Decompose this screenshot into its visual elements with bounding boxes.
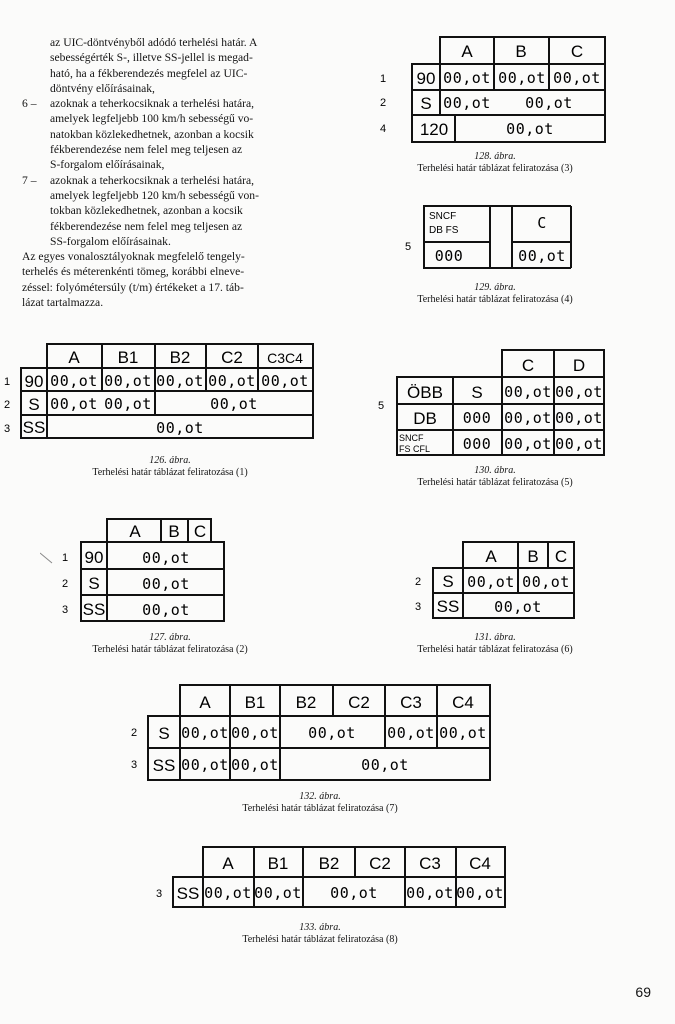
caption-text: Terhelési határ táblázat feliratozása (4): [417, 294, 573, 305]
figure-caption: [160, 922, 480, 946]
cell-value: 00,ot: [208, 372, 256, 390]
cell-value: 00,ot: [142, 601, 190, 619]
cell-value: 00,ot: [504, 383, 552, 401]
text-line: natokban közlekedhetnek, azonban a kocsik: [50, 127, 254, 141]
caption-number: 133. ábra.: [299, 922, 341, 933]
column-header: A: [222, 854, 234, 873]
cell-value: 00,ot: [504, 435, 552, 453]
cell-value: 00,ot: [553, 69, 601, 87]
cell-value: 00,ot: [525, 94, 573, 112]
column-header: C2: [348, 693, 370, 712]
figure-126: [0, 340, 320, 446]
figure-128: [368, 33, 613, 145]
column-header: A: [199, 693, 211, 712]
row-number: 2: [4, 399, 11, 411]
text-line: fékberendezése nem felel meg teljesen az: [50, 143, 243, 157]
figure-129: [400, 200, 580, 278]
figure-caption: [380, 151, 610, 175]
column-header: B: [515, 42, 527, 61]
row-number: 4: [380, 123, 387, 135]
column-header: B1: [244, 693, 266, 712]
text-line: sebességérték S-, illetve SS-jellel is megad-: [50, 51, 253, 65]
row-code: 90: [24, 372, 44, 391]
caption-number: 132. ábra.: [299, 791, 341, 802]
caption-text: Terhelési határ táblázat feliratozása (6): [417, 644, 573, 655]
row-code: S: [88, 574, 100, 593]
row-code: SS: [82, 600, 106, 619]
column-header: C4: [469, 854, 491, 873]
figure-caption: [380, 465, 610, 489]
column-header: C: [521, 356, 535, 375]
cell-value: 00,ot: [156, 372, 204, 390]
text-line: lázat tartalmazza.: [22, 296, 104, 310]
figure-caption: [20, 632, 320, 656]
column-header: C3: [419, 854, 441, 873]
cell-value: 00,ot: [443, 69, 491, 87]
column-header: B2: [169, 348, 191, 367]
figure-132: [125, 680, 495, 788]
text-line: azoknak a teherkocsiknak a terhelési határa,: [50, 173, 255, 187]
row-number: 2: [62, 578, 69, 590]
row-number: 1: [380, 73, 387, 85]
row-number: 2: [380, 97, 387, 109]
caption-text: Terhelési határ táblázat feliratozása (1): [92, 467, 248, 478]
caption-number: 129. ábra.: [474, 282, 516, 293]
cell-value: 00,ot: [555, 409, 603, 427]
text-line: döntvény előírásainak,: [50, 81, 155, 95]
cell-value: 00,ot: [504, 409, 552, 427]
cell-value: 00,ot: [443, 94, 491, 112]
row-number: 3: [415, 601, 422, 613]
cell-value: 00,ot: [494, 598, 542, 616]
column-header: C: [537, 214, 547, 232]
row-code: S: [420, 94, 432, 113]
text-line: terhelés és méterenkénti tömeg, korábbi elneve-: [22, 265, 245, 279]
caption-number: 126. ábra.: [149, 455, 191, 466]
row-number: 3: [156, 888, 163, 900]
cell-value: 00,ot: [210, 395, 258, 413]
text-line: SS-forgalom előírásainak.: [50, 234, 171, 248]
row-code: SNCF: [399, 433, 424, 443]
row-code: ÖBB: [407, 383, 443, 402]
cell-value: 00,ot: [254, 884, 302, 902]
cell-value: 00,ot: [104, 395, 152, 413]
row-number: 2: [131, 727, 138, 739]
cell-value: 00,ot: [231, 756, 279, 774]
figure-caption: [160, 791, 480, 815]
cell-value: 00,ot: [361, 756, 409, 774]
text-line: tokban közlekedhetnek, azonban a kocsik: [50, 204, 243, 218]
caption-text: Terhelési határ táblázat feliratozása (5): [417, 477, 573, 488]
cell-value: 00,ot: [555, 383, 603, 401]
column-header: A: [68, 348, 80, 367]
figure-131: [405, 537, 585, 623]
page-number: 69: [635, 984, 651, 1000]
row-number: 1: [4, 376, 11, 388]
row-number: 3: [4, 423, 11, 435]
column-header: C2: [369, 854, 391, 873]
cell-value: 00,ot: [142, 575, 190, 593]
cell-value: 000: [434, 247, 464, 265]
cell-value: 00,ot: [204, 884, 252, 902]
cell-value: 00,ot: [181, 724, 229, 742]
text-line: fékberendezése nem felel meg teljesen az: [50, 219, 243, 233]
caption-text: Terhelési határ táblázat feliratozása (2): [92, 644, 248, 655]
figure-caption: [380, 282, 610, 306]
cell-value: 00,ot: [518, 247, 566, 265]
text-line: ható, ha a fékberendezés megfelel az UIC-: [50, 66, 248, 80]
text-line: Az egyes vonalosztályoknak megfelelő tengely-: [22, 250, 245, 264]
column-header: C4: [452, 693, 474, 712]
text-line: amelyek legfeljebb 120 km/h sebességű von-: [50, 188, 259, 202]
cell-value: 00,ot: [439, 724, 487, 742]
cell-value: 00,ot: [555, 435, 603, 453]
column-header: A: [129, 522, 141, 541]
column-header: B1: [117, 348, 139, 367]
row-code: FS CFL: [399, 444, 431, 454]
cell-value: 00,ot: [308, 724, 356, 742]
cell-value: 00,ot: [387, 724, 435, 742]
column-header: B2: [318, 854, 340, 873]
cell-value: 00,ot: [156, 419, 204, 437]
row-code: 120: [419, 120, 449, 139]
column-header: A: [461, 42, 473, 61]
column-header: C: [193, 522, 207, 541]
cell-value: S: [471, 383, 483, 402]
row-code: DB FS: [429, 225, 459, 236]
figure-caption: [20, 455, 320, 479]
list-number: 7 –: [22, 173, 37, 187]
column-header: C3: [400, 693, 422, 712]
column-header: D: [572, 356, 586, 375]
caption-number: 131. ábra.: [474, 632, 516, 643]
text-line: S-forgalom előírásainak,: [50, 158, 165, 172]
caption-number: 130. ábra.: [474, 465, 516, 476]
caption-text: Terhelési határ táblázat feliratozása (8): [242, 934, 398, 945]
cell-value: 00,ot: [50, 395, 98, 413]
column-header: B: [168, 522, 180, 541]
caption-text: Terhelési határ táblázat feliratozása (3): [417, 163, 573, 174]
text-line: az UIC-döntvényből adódó terhelési határ. A: [50, 36, 258, 49]
row-number: 3: [62, 604, 69, 616]
row-number: 3: [131, 759, 138, 771]
column-header: B2: [295, 693, 317, 712]
cell-value: 00,ot: [231, 724, 279, 742]
row-number: 1: [62, 552, 69, 564]
column-header: C: [554, 547, 568, 566]
caption-number: 128. ábra.: [474, 151, 516, 162]
cell-value: 00,ot: [261, 372, 309, 390]
cell-value: 00,ot: [50, 372, 98, 390]
row-code: SS: [22, 418, 46, 437]
cell-value: 00,ot: [330, 884, 378, 902]
row-number: 5: [405, 241, 412, 253]
row-code: SS: [176, 884, 200, 903]
list-item-7: [22, 173, 315, 249]
cell-value: 00,ot: [181, 756, 229, 774]
row-code: SS: [152, 756, 176, 775]
cell-value: 00,ot: [522, 573, 570, 591]
row-code: S: [28, 395, 40, 414]
cell-value: 000: [462, 435, 492, 453]
row-code: SS: [436, 597, 460, 616]
cell-value: 00,ot: [456, 884, 504, 902]
row-code: DB: [413, 409, 437, 428]
figure-130: [370, 345, 610, 459]
row-number: 2: [415, 576, 422, 588]
column-header: B1: [267, 854, 289, 873]
column-header: C2: [221, 348, 243, 367]
row-code: S: [158, 724, 170, 743]
cell-value: 00,ot: [406, 884, 454, 902]
list-item-6: [22, 96, 315, 172]
cell-value: 00,ot: [498, 69, 546, 87]
figure-127: [40, 515, 230, 627]
row-code: 90: [84, 548, 104, 567]
row-code: 90: [416, 69, 436, 88]
body-text: [22, 35, 315, 310]
caption-text: Terhelési határ táblázat feliratozása (7): [242, 803, 398, 814]
column-header: C: [570, 42, 584, 61]
text-line: azoknak a teherkocsiknak a terhelési határa,: [50, 97, 255, 111]
figure-caption: [380, 632, 610, 656]
figure-133: [140, 842, 510, 914]
cell-value: 00,ot: [506, 120, 554, 138]
row-number: 5: [378, 400, 385, 412]
text-line: amelyek legfeljebb 100 km/h sebességű vo-: [50, 112, 254, 126]
cell-value: 00,ot: [467, 573, 515, 591]
caption-number: 127. ábra.: [149, 632, 191, 643]
list-number: 6 –: [22, 97, 37, 111]
column-header: C3C4: [267, 350, 303, 366]
cell-value: 00,ot: [104, 372, 152, 390]
row-code: S: [442, 572, 454, 591]
column-header: B: [527, 547, 539, 566]
row-code: SNCF: [429, 211, 457, 222]
column-header: A: [485, 547, 497, 566]
text-line: zéssel: folyómétersúly (t/m) értékeket a 17. táb-: [22, 280, 244, 294]
cell-value: 000: [462, 409, 492, 427]
cell-value: 00,ot: [142, 549, 190, 567]
